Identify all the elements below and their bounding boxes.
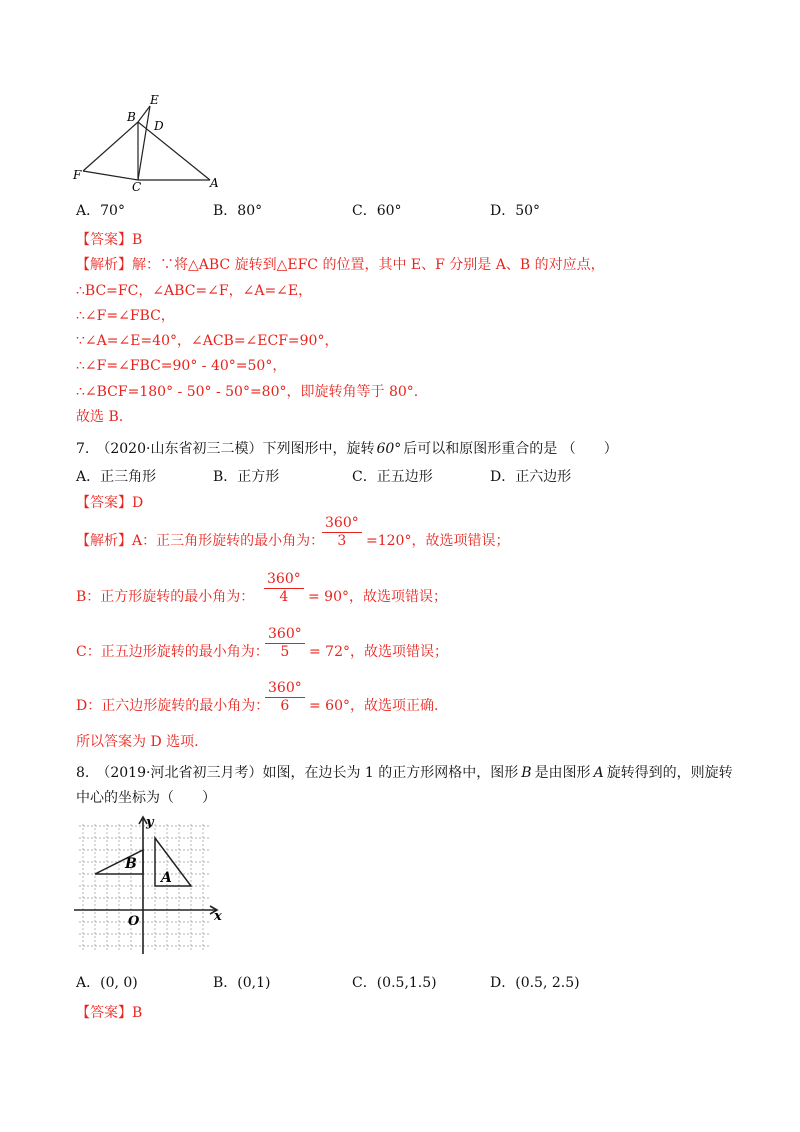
q6-analysis-line-5: ∴∠F=∠FBC=90° - 40°=50°，: [76, 358, 287, 374]
q7-fraction-a: $\frac{360^\circ}{3}$: [322, 515, 362, 550]
q7-question: 7. （2020·山东省初三二模）下列图形中，旋转 60° 后可以和原图形重合的是 （ ）: [76, 441, 618, 457]
q8-option-b: B．(0,1): [213, 975, 271, 991]
q6-option-a: A．70°: [76, 203, 125, 219]
q7-result-d: = 60°，故选项正确.: [309, 698, 439, 714]
q7-analysis-line-a: 【解析】A：正三角形旋转的最小角为：: [76, 533, 325, 549]
q7-option-b: B．正方形: [213, 469, 280, 485]
q8-option-d: D．(0.5, 2.5): [490, 975, 580, 991]
q8-answer: 【答案】B: [76, 1005, 143, 1021]
q6-conclusion: 故选 B.: [76, 409, 124, 425]
q7-fraction-b: $\frac{360^\circ}{4}$: [264, 571, 304, 606]
q6-label-a: A: [210, 176, 219, 190]
q7-result-a: =120°，故选项错误；: [366, 533, 510, 549]
q7-result-b: = 90°，故选项错误；: [308, 589, 447, 605]
q7-analysis-line-b: B：正方形旋转的最小角为：: [76, 589, 255, 605]
q7-analysis-line-d: D：正六边形旋转的最小角为：: [76, 698, 270, 714]
q7-option-d: D．正六边形: [490, 469, 572, 485]
q6-analysis-line-6: ∴∠BCF=180° - 50° - 50°=80°，即旋转角等于 80°.: [76, 384, 419, 400]
q7-conclusion: 所以答案为 D 选项.: [76, 734, 199, 750]
q6-label-f: F: [73, 168, 82, 182]
q7-angle: 60°: [376, 441, 402, 457]
q6-figure: [70, 92, 230, 192]
q6-analysis-line-4: ∵∠A=∠E=40°，∠ACB=∠ECF=90°，: [76, 333, 339, 349]
q8-shape-a-label: A: [161, 870, 172, 886]
q7-answer: 【答案】D: [76, 495, 144, 511]
q6-option-b: B．80°: [213, 203, 263, 219]
q7-option-a: A．正三角形: [76, 469, 157, 485]
q6-answer: 【答案】B: [76, 232, 143, 248]
q8-option-a: A．(0, 0): [76, 975, 138, 991]
q8-question-line-2: 中心的坐标为（ ）: [76, 790, 216, 806]
q8-option-c: C．(0.5,1.5): [352, 975, 437, 991]
q6-option-c: C．60°: [352, 203, 402, 219]
q7-result-c: = 72°，故选项错误；: [309, 644, 448, 660]
q6-label-d: D: [154, 119, 164, 133]
q8-origin-label: O: [128, 914, 140, 929]
q7-fraction-c: $\frac{360^\circ}{5}$: [265, 626, 305, 661]
q6-label-c: C: [132, 180, 142, 192]
q6-option-d: D．50°: [490, 203, 541, 219]
q8-shape-b-label: B: [125, 856, 137, 872]
q7-fraction-d: $\frac{360^\circ}{6}$: [265, 680, 305, 715]
q6-label-e: E: [150, 93, 159, 107]
q8-axis-y-label: y: [146, 815, 154, 830]
q6-label-b: B: [127, 110, 136, 124]
q7-option-c: C．正五边形: [352, 469, 433, 485]
q8-question-line-1: 8. （2019·河北省初三月考）如图，在边长为 1 的正方形网格中，图形 B 是由图形 A 旋转得到的，则旋转: [76, 765, 733, 781]
q7-analysis-line-c: C：正五边形旋转的最小角为：: [76, 644, 269, 660]
q8-axis-x-label: x: [214, 909, 222, 924]
q6-analysis-line-1: 【解析】解：∵将△ABC 旋转到△EFC 的位置，其中 E、F 分别是 A、B 的对应点，: [76, 257, 605, 273]
q6-analysis-line-3: ∴∠F=∠FBC，: [76, 308, 175, 324]
q6-analysis-line-2: ∴BC=FC，∠ABC=∠F，∠A=∠E，: [76, 283, 313, 299]
q8-figure: [74, 814, 226, 956]
